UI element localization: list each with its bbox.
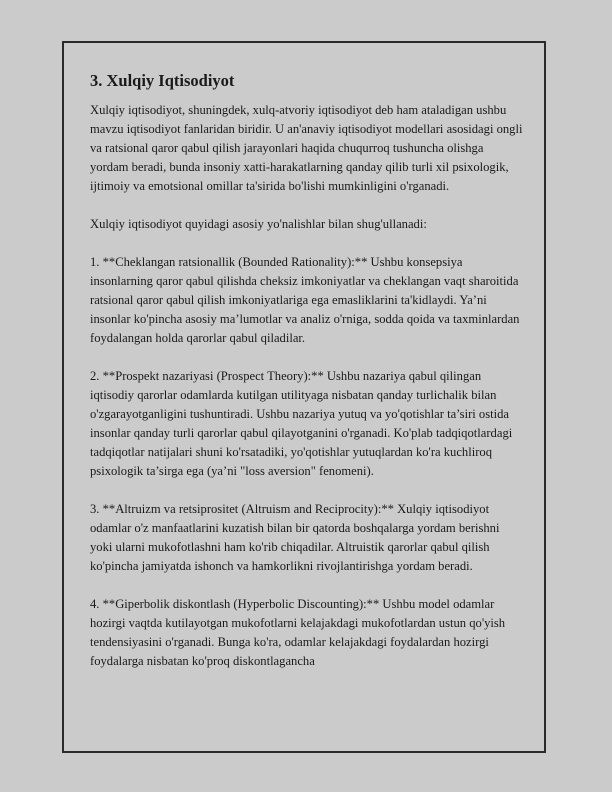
paragraph-hyperbolic-discounting: 4. **Giperbolik diskontlash (Hyperbolic Discounting):** Ushbu model odamlar hozirgi vaqtda kutilayotgan mukofotlarni kelajakdagi mukofotlardan ustun qo'yish tendensiyasini o'rganadi. Bunga ko'ra, odamlar kelajakdagi foydalardan hozirgi foydalarga nisbatan ko'proq diskontlagancha bbox=[90, 597, 506, 668]
document-page bbox=[62, 41, 546, 753]
paragraph-altruism: 3. **Altruizm va retsiprositet (Altruism and Reciprocity):** Xulqiy iqtisodiyot odamlar o'z manfaatlarini kuzatish bilan bir qatorda boshqalarga yordam berishni yoki ularni mukofotlashni ham ko'rib chiqadilar. Altruistik qarorlar qabul qilish ko'pincha jamiyatda ishonch va hamkorlikni rivojlantirishga yordam beradi. bbox=[90, 502, 500, 573]
paragraph-intro: Xulqiy iqtisodiyot, shuningdek, xulq-atvoriy iqtisodiyot deb ham ataladigan ushbu mavzu iqtisodiyot fanlaridan biridir. U an'anaviy iqtisodiyot modellari asosidagi ongli va ratsional qaror qabul qilish jarayonlari haqida chuqurroq tushuncha olishga yordam beradi, bunda insoniy xatti-harakatlarning qanday qilib turli xil psixologik, ijtimoiy va emotsional omillar ta'sirida bo'lishi mumkinligini o'rganadi. bbox=[90, 103, 523, 193]
document-content bbox=[90, 71, 524, 690]
paragraph-bounded-rationality: 1. **Cheklangan ratsionallik (Bounded Rationality):** Ushbu konsepsiya insonlarning qaror qabul qilishda cheksiz imkoniyatlar va cheklangan vaqt sharoitida ratsional qaror qabul qilish imkoniyatlariga ega emasliklarini ta'kidlaydi. Ya’ni insonlar ko'pincha asosiy ma’lumotlar va analiz o'rniga, sodda qoida va taxminlardan foydalangan holda qarorlar qabul qiladilar. bbox=[90, 255, 520, 345]
section-heading: 3. Xulqiy Iqtisodiyot bbox=[90, 71, 235, 90]
paragraph-directions: Xulqiy iqtisodiyot quyidagi asosiy yo'nalishlar bilan shug'ullanadi: bbox=[90, 217, 427, 231]
paragraph-prospect-theory: 2. **Prospekt nazariyasi (Prospect Theory):** Ushbu nazariya qabul qilingan iqtisodiy qarorlar odamlarda kutilgan utilityaga nisbatan qanday turlichalik bilan o'zgarayotganligini tushuntiradi. Ushbu nazariya yutuq va yo'qotishlar ta’siri ostida insonlar qanday turli qarorlar qabul qilayotganini o'rganadi. Ko'plab tadqiqotlardagi tadqiqotlar natijalari shuni ko'rsatadiki, yo'qotishlar yutuqlardan ko'ra kuchliroq psixologik ta’sirga ega (ya’ni "loss aversion" fenomeni). bbox=[90, 369, 513, 478]
